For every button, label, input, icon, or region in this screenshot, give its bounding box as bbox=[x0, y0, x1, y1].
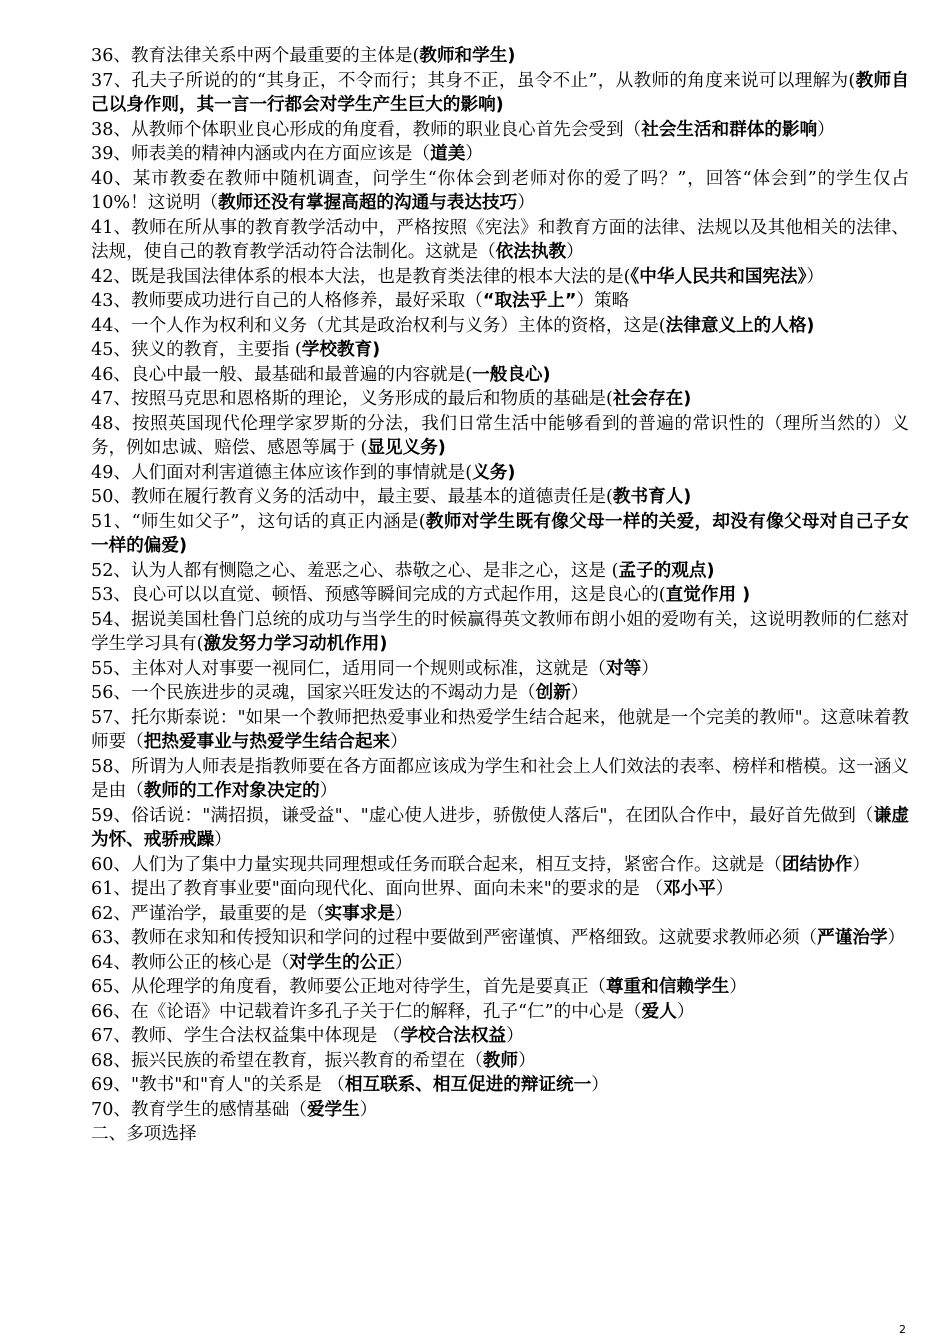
question-answer: 学校教育) bbox=[301, 340, 381, 360]
question-answer: 激发努力学习动机作用) bbox=[203, 634, 388, 654]
question-item bbox=[91, 877, 909, 902]
question-answer: 孟子的观点) bbox=[618, 560, 715, 581]
question-answer: 学校合法权益 bbox=[400, 1026, 507, 1046]
question-number: 54、 bbox=[91, 609, 132, 630]
question-number: 38、 bbox=[91, 119, 131, 140]
question-text: 一个民族进步的灵魂，国家兴旺发达的不竭动力是（ bbox=[130, 683, 536, 703]
question-answer: 对学生的公正 bbox=[289, 952, 395, 973]
question-item bbox=[91, 755, 909, 804]
question-tail: ）策略 bbox=[576, 291, 630, 311]
question-number: 67、 bbox=[91, 1026, 131, 1046]
question-text: 教师在所从事的教育教学活动中，严格按照《宪法》和教育方面的法律、法规以及其他相关的法律、法规，使自己的教育教学活动符合法制化。这就是（ bbox=[91, 217, 909, 262]
question-answer: 教师和学生) bbox=[419, 46, 516, 66]
question-answer: 教书育人) bbox=[612, 487, 692, 507]
question-text: 教师要成功进行自己的人格修养，最好采取（ bbox=[130, 291, 483, 311]
question-answer: 谦虚为怀、戒骄戒躁 bbox=[91, 805, 910, 850]
question-text: 一个人作为权利和义务（尤其是政治权利与义务）主体的资格，这是( bbox=[130, 315, 666, 336]
question-tail: ） bbox=[852, 854, 870, 875]
question-answer: 《中华人民共和国宪法》 bbox=[630, 266, 807, 287]
question-number: 69、 bbox=[91, 1075, 131, 1095]
question-number: 70、 bbox=[91, 1099, 131, 1120]
question-item bbox=[91, 926, 909, 951]
question-text: 按照英国现代伦理学家罗斯的分法，我们日常生活中能够看到的普遍的常识性的（理所当然的）义务，例如忠诚、赔偿、感恩等属于 ( bbox=[91, 413, 909, 458]
section-heading: 二、多项选择 bbox=[91, 1124, 197, 1144]
question-answer: 对等 bbox=[606, 658, 642, 679]
question-text: 主体对人对事要一视同仁，适用同一个规则或标准，这就是（ bbox=[130, 658, 607, 679]
question-list bbox=[91, 44, 909, 1122]
question-item bbox=[91, 1073, 909, 1098]
question-tail: ） bbox=[465, 144, 483, 164]
question-number: 60、 bbox=[91, 854, 131, 875]
question-number: 58、 bbox=[91, 756, 132, 777]
question-answer: 社会生活和群体的影响 bbox=[641, 119, 818, 140]
question-answer: 一般良心) bbox=[472, 364, 551, 385]
question-item bbox=[91, 167, 909, 216]
question-number: 53、 bbox=[91, 585, 131, 605]
question-tail: ） bbox=[570, 683, 589, 703]
question-tail: ） bbox=[517, 193, 535, 213]
question-answer: “取法乎上” bbox=[482, 291, 577, 311]
question-answer: 显见义务) bbox=[367, 438, 446, 458]
question-item bbox=[91, 975, 909, 1000]
question-number: 37、 bbox=[91, 70, 132, 91]
question-number: 50、 bbox=[91, 487, 131, 507]
question-item bbox=[91, 853, 909, 878]
question-text: 认为人都有恻隐之心、羞恶之心、恭敬之心、是非之心，这是 ( bbox=[130, 560, 619, 581]
question-text: 从教师个体职业良心形成的角度看，教师的职业良心首先会受到（ bbox=[130, 119, 642, 140]
question-item bbox=[91, 902, 909, 927]
question-text: 人们为了集中力量实现共同理想或任务而联合起来，相互支持，紧密合作。这就是（ bbox=[130, 854, 782, 875]
question-text: 人们面对利害道德主体应该作到的事情就是( bbox=[130, 462, 473, 483]
question-answer: 爱学生 bbox=[306, 1099, 360, 1120]
question-number: 47、 bbox=[91, 389, 131, 409]
question-tail: ） bbox=[394, 952, 413, 973]
question-tail: ） bbox=[359, 1099, 378, 1120]
question-item bbox=[91, 118, 909, 143]
question-item bbox=[91, 363, 909, 388]
question-number: 55、 bbox=[91, 658, 131, 679]
question-text: 教育学生的感情基础（ bbox=[130, 1099, 307, 1120]
question-answer: 实事求是 bbox=[324, 903, 395, 924]
question-text: “师生如父子”，这句话的真正内涵是( bbox=[131, 511, 426, 532]
question-answer: 教师对学生既有像父母一样的关爱，却没有像父母对自己子女一样的偏爱) bbox=[91, 511, 909, 556]
question-number: 42、 bbox=[91, 266, 131, 287]
question-text: 教师公正的核心是（ bbox=[130, 952, 290, 973]
question-tail: ） bbox=[676, 1001, 695, 1022]
question-text: 在《论语》中记载着许多孔子关于仁的解释，孔子“仁”的中心是（ bbox=[130, 1001, 642, 1022]
question-answer: 把热爱事业与热爱学生结合起来 bbox=[143, 732, 391, 752]
question-number: 51、 bbox=[91, 511, 132, 532]
question-text: 教育法律关系中两个最重要的主体是( bbox=[130, 46, 420, 66]
document-body bbox=[91, 44, 909, 1147]
question-number: 62、 bbox=[91, 903, 131, 924]
question-item bbox=[91, 69, 909, 118]
question-text: 提出了教育事业要"面向现代化、面向世界、面向未来"的要求的是 （ bbox=[130, 879, 663, 899]
question-number: 39、 bbox=[91, 144, 131, 164]
page-number: 2 bbox=[899, 1323, 906, 1336]
question-text: 狭义的教育，主要指 ( bbox=[130, 340, 302, 360]
question-number: 41、 bbox=[91, 217, 132, 238]
question-tail: ） bbox=[641, 658, 659, 679]
question-item bbox=[91, 1098, 909, 1123]
question-item bbox=[91, 289, 909, 314]
question-text: 既是我国法律体系的根本大法，也是教育类法律的根本大法的是( bbox=[130, 266, 631, 287]
question-number: 56、 bbox=[91, 683, 131, 703]
question-item bbox=[91, 510, 909, 559]
question-number: 44、 bbox=[91, 315, 131, 336]
question-text: 所谓为人师表是指教师要在各方面都应该成为学生和社会上人们效法的表率、榜样和楷模。这一涵义是由（ bbox=[91, 756, 909, 801]
question-item bbox=[91, 1024, 909, 1049]
question-item bbox=[91, 951, 909, 976]
question-answer: 教师还没有掌握高超的沟通与表达技巧 bbox=[218, 193, 518, 213]
question-number: 45、 bbox=[91, 340, 131, 360]
question-text: 托尔斯泰说："如果一个教师把热爱事业和热爱学生结合起来，他就是一个完美的教师"。这意味着教师要（ bbox=[91, 707, 909, 752]
question-number: 43、 bbox=[91, 291, 131, 311]
question-text: "教书"和"育人"的关系是 （ bbox=[130, 1075, 345, 1095]
question-item bbox=[91, 412, 909, 461]
question-item bbox=[91, 1000, 909, 1025]
question-number: 48、 bbox=[91, 413, 132, 434]
question-text: 某市教委在教师中随机调查，问学生“你体会到老师对你的爱了吗？”，回答“体会到”的学生仅占 10%！这说明（ bbox=[91, 168, 909, 213]
question-answer: 教师的工作对象决定的 bbox=[143, 781, 320, 801]
question-number: 52、 bbox=[91, 560, 131, 581]
question-answer: 社会存在) bbox=[612, 389, 692, 409]
question-answer: 相互联系、相互促进的辩证统一 bbox=[344, 1075, 592, 1095]
question-text: 良心中最一般、最基础和最普遍的内容就是( bbox=[130, 364, 473, 385]
question-text: 孔夫子所说的的“其身正，不令而行；其身不正，虽令不止”，从教师的角度来说可以理解为( bbox=[131, 70, 856, 91]
question-answer: 法律意义上的人格) bbox=[665, 315, 815, 336]
question-answer: 教师自己以身作则，其一言一行都会对学生产生巨大的影响) bbox=[91, 70, 910, 115]
question-text: 良心可以以直觉、顿悟、预感等瞬间完成的方式起作用，这是良心的( bbox=[130, 585, 666, 605]
question-number: 36、 bbox=[91, 46, 131, 66]
question-answer: 爱人 bbox=[641, 1001, 677, 1022]
question-number: 49、 bbox=[91, 462, 131, 483]
question-answer: 创新 bbox=[535, 683, 571, 703]
question-answer: 尊重和信赖学生 bbox=[606, 977, 730, 997]
question-tail: ） bbox=[214, 830, 232, 850]
question-tail: ） bbox=[518, 1050, 536, 1071]
question-number: 61、 bbox=[91, 879, 131, 899]
question-text: 师表美的精神内涵或内在方面应该是（ bbox=[130, 144, 431, 164]
question-tail: ） bbox=[729, 977, 747, 997]
question-tail: ） bbox=[715, 879, 734, 899]
question-number: 57、 bbox=[91, 707, 132, 728]
question-number: 68、 bbox=[91, 1050, 131, 1071]
question-text: 教师在履行教育义务的活动中，最主要、最基本的道德责任是( bbox=[130, 487, 613, 507]
question-item bbox=[91, 265, 909, 290]
question-tail: ） bbox=[319, 781, 338, 801]
question-text: 俗话说："满招损，谦受益"、"虚心使人进步，骄傲使人落后"，在团队合作中，最好首先做到（ bbox=[131, 805, 874, 826]
question-item bbox=[91, 461, 909, 486]
question-tail: ） bbox=[566, 242, 584, 262]
question-item bbox=[91, 657, 909, 682]
question-answer: 教师 bbox=[482, 1050, 519, 1071]
question-item bbox=[91, 1049, 909, 1074]
question-item bbox=[91, 681, 909, 706]
question-answer: 直觉作用 ) bbox=[665, 585, 751, 605]
question-text: 教师在求知和传授知识和学问的过程中要做到严密谨慎、严格细致。这就要求教师必须（ bbox=[130, 928, 818, 948]
question-item bbox=[91, 485, 909, 510]
question-item bbox=[91, 804, 909, 853]
question-number: 40、 bbox=[91, 168, 133, 189]
question-tail: ） bbox=[806, 266, 825, 287]
question-text: 据说美国杜鲁门总统的成功与当学生的时候赢得英文教师布朗小姐的爱吻有关，这说明教师的仁慈对学生学习具有( bbox=[91, 609, 909, 654]
question-answer: 义务) bbox=[472, 462, 516, 483]
question-tail: ） bbox=[591, 1075, 609, 1095]
question-number: 59、 bbox=[91, 805, 132, 826]
question-answer: 道美 bbox=[430, 144, 466, 164]
question-item bbox=[91, 142, 909, 167]
question-tail: ） bbox=[817, 119, 835, 140]
question-tail: ） bbox=[394, 903, 413, 924]
question-text: 教师、学生合法权益集中体现是 （ bbox=[130, 1026, 401, 1046]
question-text: 从伦理学的角度看，教师要公正地对待学生，首先是要真正（ bbox=[130, 977, 607, 997]
question-item bbox=[91, 706, 909, 755]
question-item bbox=[91, 559, 909, 584]
question-tail: ） bbox=[887, 928, 906, 948]
question-item bbox=[91, 216, 909, 265]
question-item bbox=[91, 387, 909, 412]
question-item bbox=[91, 583, 909, 608]
question-item bbox=[91, 314, 909, 339]
question-text: 严谨治学，最重要的是（ bbox=[130, 903, 325, 924]
question-number: 63、 bbox=[91, 928, 131, 948]
question-number: 46、 bbox=[91, 364, 131, 385]
question-answer: 依法执教 bbox=[495, 242, 567, 262]
question-item bbox=[91, 608, 909, 657]
question-number: 64、 bbox=[91, 952, 131, 973]
question-tail: ） bbox=[390, 732, 408, 752]
question-answer: 团结协作 bbox=[781, 854, 853, 875]
question-item bbox=[91, 44, 909, 69]
question-answer: 严谨治学 bbox=[817, 928, 888, 948]
question-text: 振兴民族的希望在教育，振兴教育的希望在（ bbox=[130, 1050, 483, 1071]
question-number: 66、 bbox=[91, 1001, 131, 1022]
question-item bbox=[91, 338, 909, 363]
question-tail: ） bbox=[506, 1026, 524, 1046]
question-number: 65、 bbox=[91, 977, 131, 997]
question-answer: 邓小平 bbox=[662, 879, 716, 899]
question-text: 按照马克思和恩格斯的理论，义务形成的最后和物质的基础是( bbox=[130, 389, 613, 409]
